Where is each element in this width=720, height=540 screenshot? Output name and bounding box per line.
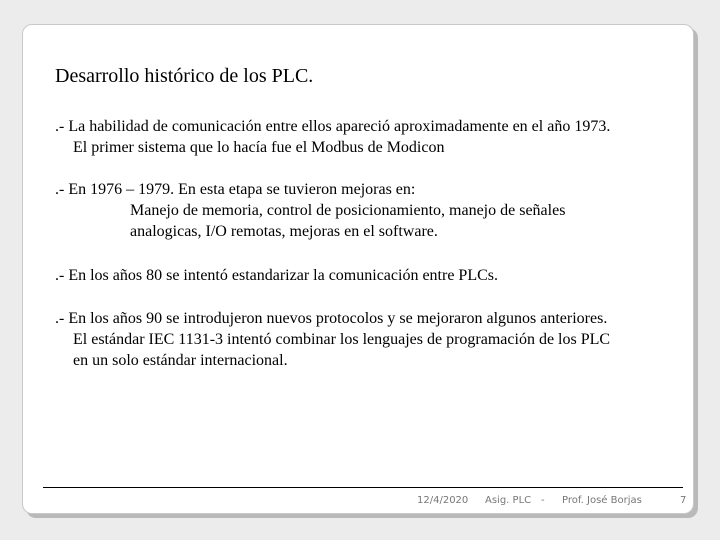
paragraph-1 <box>55 116 610 158</box>
paragraph-line: El estándar IEC 1131-3 intentó combinar los lenguajes de programación de los PLC <box>73 331 611 348</box>
paragraph-line: .- La habilidad de comunicación entre ellos apareció aproximadamente en el año 1973. <box>55 118 611 135</box>
paragraph-3 <box>55 265 498 286</box>
paragraph-4 <box>55 308 610 371</box>
paragraph-line: .- En 1976 – 1979. En esta etapa se tuvieron mejoras en: <box>55 181 416 198</box>
paragraph-2 <box>55 179 565 242</box>
paragraph-line: El primer sistema que lo hacía fue el Modbus de Modicon <box>73 139 445 156</box>
footer-author: Prof. José Borjas <box>562 495 642 506</box>
paragraph-line: .- En los años 90 se introdujeron nuevos protocolos y se mejoraron algunos anteriores. <box>55 310 608 327</box>
paragraph-line: Manejo de memoria, control de posicionamiento, manejo de señales <box>130 202 566 219</box>
footer-date: 12/4/2020 <box>417 495 469 506</box>
footer-course: Asig. PLC <box>485 495 532 506</box>
slide <box>22 24 694 514</box>
paragraph-line: analogicas, I/O remotas, mejoras en el software. <box>130 223 438 240</box>
slide-title: Desarrollo histórico de los PLC. <box>55 65 314 87</box>
paragraph-line: .- En los años 80 se intentó estandarizar la comunicación entre PLCs. <box>55 267 498 284</box>
paragraph-line: en un solo estándar internacional. <box>73 352 288 369</box>
page-number: 7 <box>680 495 687 506</box>
footer-divider <box>43 487 683 488</box>
footer-separator: - <box>541 495 545 506</box>
